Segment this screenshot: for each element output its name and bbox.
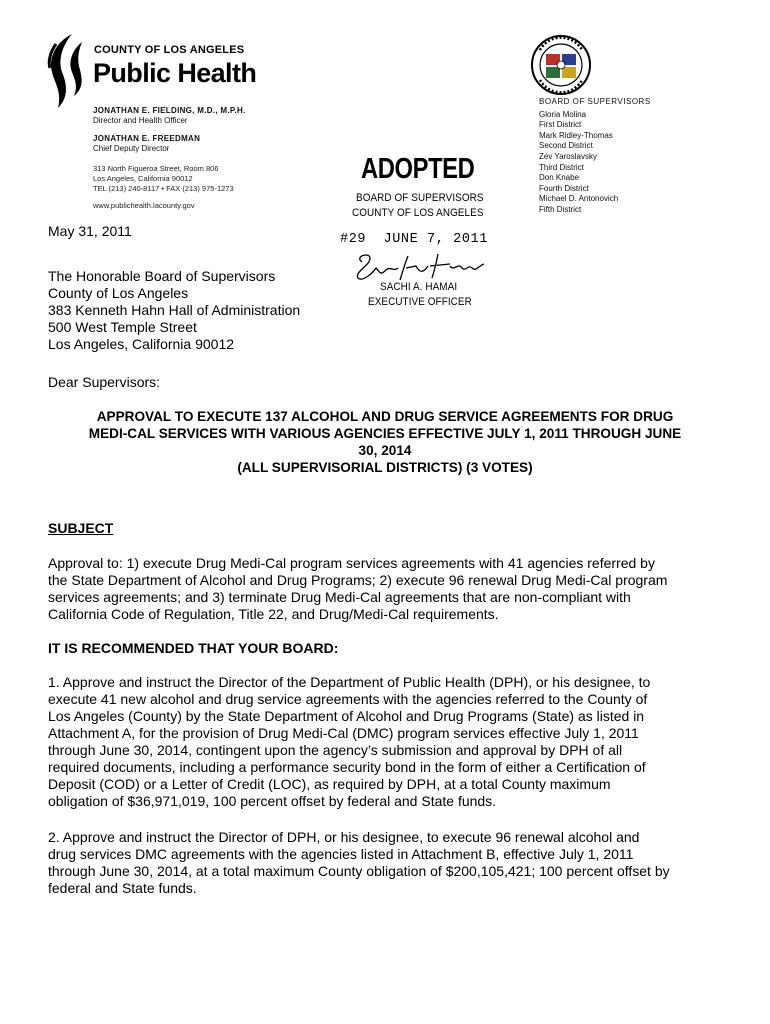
paragraph-line: Attachment A, for the provision of Drug Medi-Cal (DMC) program services effective July 1, 2011 [48, 725, 639, 741]
board-header: BOARD OF SUPERVISORS [539, 97, 651, 106]
board-member-district: Second District [539, 141, 593, 151]
board-member-name: Gloria Molina [539, 109, 587, 119]
director-block [93, 106, 246, 126]
director-name: JONATHAN E. FIELDING, M.D., M.P.H. [93, 106, 246, 115]
board-of-supervisors-list [539, 97, 651, 216]
paragraph-line: drug services DMC agreements with the agencies listed in Attachment B, effective July 1, 2011 [48, 846, 634, 862]
paragraph-line: through June 30, 2014, contingent upon the agency’s submission and approval by DPH of all [48, 742, 623, 758]
address-line: 313 North Figueroa Street, Room 806 [93, 164, 219, 173]
deputy-block [93, 134, 200, 154]
department-address [93, 164, 234, 194]
signer-title: EXECUTIVE OFFICER [368, 296, 472, 308]
subject-paragraph [48, 555, 728, 623]
title-line: MEDI-CAL SERVICES WITH VARIOUS AGENCIES EFFECTIVE JULY 1, 2011 THROUGH JUNE [88, 426, 682, 441]
recipient-address [48, 268, 300, 353]
website-link[interactable]: www.publichealth.lacounty.gov [93, 201, 195, 210]
recommendation-heading: IT IS RECOMMENDED THAT YOUR BOARD: [48, 640, 339, 656]
letter-date: May 31, 2011 [48, 223, 132, 239]
title-line: 30, 2014 [358, 443, 412, 458]
recommendation-item-1 [48, 674, 728, 810]
public-health-logo-icon [42, 32, 92, 110]
org-name-county: COUNTY OF LOS ANGELES [94, 44, 245, 56]
board-member-district: First District [539, 120, 582, 130]
board-member-district: Fifth District [539, 204, 582, 214]
stamp-item-date: #29 JUNE 7, 2011 [340, 232, 488, 247]
address-line: TEL (213) 240-8117 • FAX (213) 975-1273 [93, 184, 234, 193]
paragraph-line: 2. Approve and instruct the Director of DPH, or his designee, to execute 96 renewal alcohol and [48, 829, 640, 845]
recipient-line: The Honorable Board of Supervisors [48, 268, 276, 284]
paragraph-line: 1. Approve and instruct the Director of the Department of Public Health (DPH), or his designee, to [48, 674, 651, 690]
paragraph-line: required documents, including a performance security bond in the form of either a Certification of [48, 759, 646, 775]
recipient-line: County of Los Angeles [48, 285, 189, 301]
paragraph-line: Los Angeles (County) by the State Department of Alcohol and Drug Programs (State) as listed in [48, 708, 645, 724]
recommendation-item-2 [48, 829, 728, 897]
paragraph-line: Approval to: 1) execute Drug Medi-Cal program services agreements with 41 agencies referred by [48, 555, 655, 571]
paragraph-line: through June 30, 2014, at a total maximum County obligation of $200,105,421; 100 percent offset by [48, 863, 670, 879]
letter-title [40, 408, 730, 476]
deputy-title: Chief Deputy Director [93, 144, 170, 153]
address-line: Los Angeles, California 90012 [93, 174, 193, 183]
recipient-line: 500 West Temple Street [48, 319, 197, 335]
title-line: (ALL SUPERVISORIAL DISTRICTS) (3 VOTES) [237, 460, 533, 475]
board-member-name: Don Knabe [539, 173, 580, 183]
board-member-district: Fourth District [539, 183, 589, 193]
board-member-name: Zev Yaroslavsky [539, 151, 597, 161]
salutation: Dear Supervisors: [48, 374, 161, 390]
org-name-public-health: Public Health [93, 58, 257, 88]
director-title: Director and Health Officer [93, 116, 188, 125]
adopted-stamp-title: ADOPTED [361, 153, 475, 185]
county-seal-icon [530, 34, 592, 96]
paragraph-line: obligation of $36,971,019, 100 percent offset by federal and State funds. [48, 793, 497, 809]
deputy-name: JONATHAN E. FREEDMAN [93, 134, 201, 143]
subject-heading: SUBJECT [48, 520, 114, 536]
board-member-name: Mark Ridley-Thomas [539, 130, 613, 140]
board-member-name: Michael D. Antonovich [539, 194, 619, 204]
paragraph-line: execute 41 new alcohol and drug service agreements with the agencies referred to the County of [48, 691, 648, 707]
stamp-board-line: BOARD OF SUPERVISORS [356, 192, 484, 204]
paragraph-line: Deposit (COD) or a Letter of Credit (LOC), as required by DPH, at a total County maximum [48, 776, 611, 792]
recipient-line: 383 Kenneth Hahn Hall of Administration [48, 302, 301, 318]
paragraph-line: California Code of Regulation, Title 22, and Drug/Medi-Cal requirements. [48, 606, 499, 622]
title-line: APPROVAL TO EXECUTE 137 ALCOHOL AND DRUG SERVICE AGREEMENTS FOR DRUG [96, 409, 674, 424]
recipient-line: Los Angeles, California 90012 [48, 336, 235, 352]
signer-name: SACHI A. HAMAI [380, 281, 458, 293]
paragraph-line: the State Department of Alcohol and Drug Programs; 2) execute 96 renewal Drug Medi-Cal program [48, 572, 668, 588]
paragraph-line: federal and State funds. [48, 880, 197, 896]
paragraph-line: services agreements; and 3) terminate Drug Medi-Cal agreements that are non-compliant with [48, 589, 631, 605]
stamp-county-line: COUNTY OF LOS ANGELES [352, 207, 484, 219]
board-member-district: Third District [539, 162, 584, 172]
